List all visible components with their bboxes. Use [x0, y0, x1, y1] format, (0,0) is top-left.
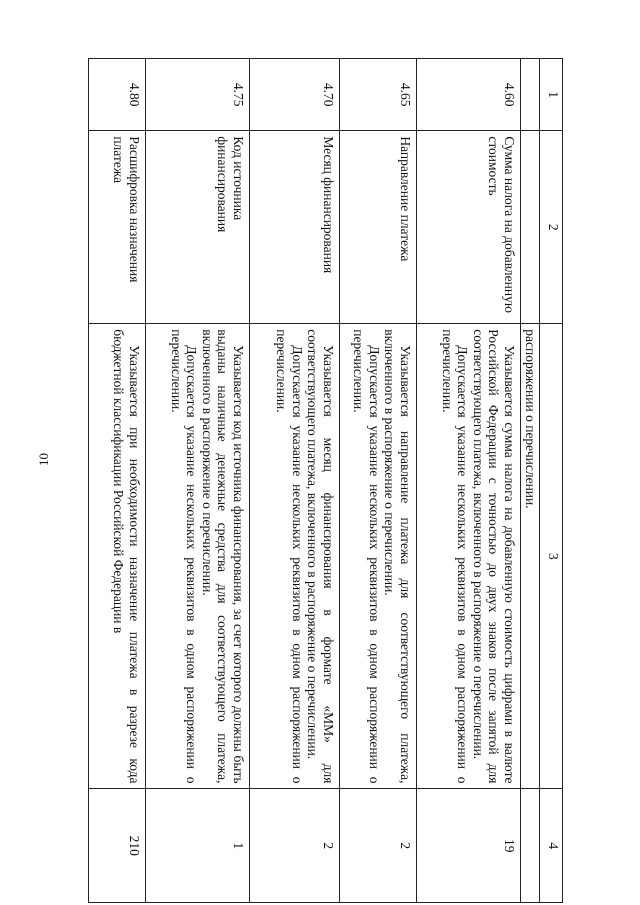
- row-description-note: Допускается указание нескольких реквизитов в одном распоряжении о перечислении.: [274, 329, 305, 784]
- table-header-row: [540, 59, 563, 903]
- row-description-main: Указывается код источника финансирования, за счет которого должны быть выданы наличные денежные средства для соответствующего платежа, включенного в распоряжение о перечислении.: [199, 329, 246, 784]
- table-row: [250, 59, 340, 903]
- row-code: 4.65: [340, 59, 417, 131]
- table-row: [89, 59, 146, 903]
- row-code: 4.60: [417, 59, 521, 131]
- row-code: 4.80: [89, 59, 146, 131]
- row-name: Расшифровка назначения платежа: [89, 131, 146, 324]
- row-description: [146, 324, 250, 789]
- table-row: [146, 59, 250, 903]
- row-description-note: Допускается указание нескольких реквизитов в одном распоряжении о перечислении.: [439, 329, 471, 784]
- row-description: [250, 324, 340, 789]
- row-description: [340, 324, 417, 789]
- row-code: 4.70: [250, 59, 340, 131]
- continuation-row: [521, 59, 540, 903]
- row-name: Направление платежа: [340, 131, 417, 324]
- row-description: [89, 324, 146, 789]
- row-description-note: Допускается указание нескольких реквизитов в одном распоряжении о перечислении.: [351, 329, 382, 784]
- table-row: [417, 59, 521, 903]
- row-description-note: Допускается указание нескольких реквизитов в одном распоряжении о перечислении.: [168, 329, 200, 784]
- row-size: 2: [250, 789, 340, 903]
- header-col-3: 3: [540, 324, 563, 789]
- row-description-main: Указывается месяц финансирования в формате «ММ» для соответствующего платежа, включенного в распоряжение о перечислении.: [305, 329, 336, 784]
- row-name: Код источника финансирования: [146, 131, 250, 324]
- table-row: [340, 59, 417, 903]
- row-code: 4.75: [146, 59, 250, 131]
- row-size: 1: [146, 789, 250, 903]
- row-description-main: Указывается направление платежа для соответствующего платежа, включенного в распоряжение о перечислении.: [382, 329, 413, 784]
- continuation-text: распоряжении о перечислении.: [521, 324, 540, 789]
- row-description-main: Указывается при необходимости назначение платежа в разрезе кода бюджетной классификации Российской Федерации в: [111, 329, 142, 784]
- row-size: 210: [89, 789, 146, 903]
- page-number: 10: [36, 453, 51, 466]
- header-col-4: 4: [540, 789, 563, 903]
- row-description: [417, 324, 521, 789]
- row-size: 19: [417, 789, 521, 903]
- requisites-table: [88, 58, 563, 903]
- header-col-2: 2: [540, 131, 563, 324]
- row-description-main: Указывается сумма налога на добавленную стоимость цифрами в валюте Российской Федерации с точностью до двух знаков после запятой для соответствующего платежа, включенного в распоряжение о перечислении.: [470, 329, 517, 784]
- row-size: 2: [340, 789, 417, 903]
- row-name: Месяц финансирования: [250, 131, 340, 324]
- row-name: Сумма налога на добавленную стоимость: [417, 131, 521, 324]
- rotated-page-content: [75, 58, 563, 903]
- header-col-1: 1: [540, 59, 563, 131]
